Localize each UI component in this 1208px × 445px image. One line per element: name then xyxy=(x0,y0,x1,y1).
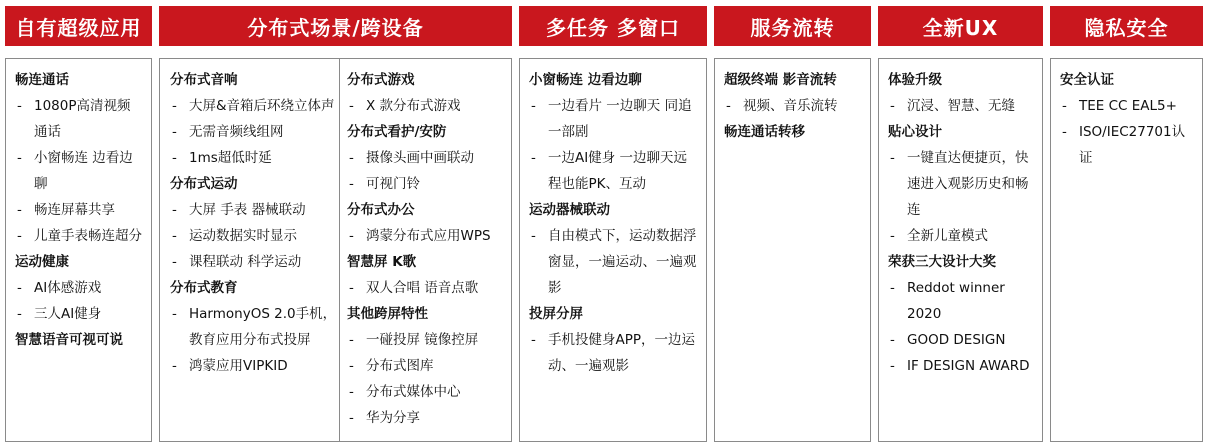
list-item: - 课程联动 科学运动 xyxy=(172,254,302,270)
list-item: - 视频、音乐流转 xyxy=(726,98,838,114)
header-own-super-apps: 自有超级应用 xyxy=(5,6,152,46)
list-item: - 一键直达便捷页，快速进入观影历史和畅连 xyxy=(890,150,1029,218)
section-title: 超级终端 影音流转 xyxy=(724,72,837,88)
section-title: 体验升级 xyxy=(888,72,942,88)
section-title: 贴心设计 xyxy=(888,124,942,140)
list-item: - AI体感游戏 xyxy=(17,280,102,296)
list-item: - 沉浸、智慧、无缝 xyxy=(890,98,1015,114)
list-item: - 全新儿童模式 xyxy=(890,228,988,244)
list-item: - 1080P高清视频通话 xyxy=(17,98,131,140)
list-item: - 大屏&音箱后环绕立体声 xyxy=(172,98,335,114)
section-title: 运动健康 xyxy=(15,254,69,270)
section-title: 分布式办公 xyxy=(347,202,415,218)
list-item: - 运动数据实时显示 xyxy=(172,228,297,244)
list-item: - 双人合唱 语音点歌 xyxy=(349,280,479,296)
list-item: - TEE CC EAL5+ xyxy=(1062,98,1177,114)
section-title: 运动器械联动 xyxy=(529,202,610,218)
list-item: - 摄像头画中画联动 xyxy=(349,150,474,166)
list-item: - 鸿蒙分布式应用WPS xyxy=(349,228,491,244)
list-item: - 华为分享 xyxy=(349,410,420,426)
section-title: 小窗畅连 边看边聊 xyxy=(529,72,642,88)
subcolumn-left xyxy=(170,67,338,379)
list-item: - Reddot winner 2020 xyxy=(890,280,1005,322)
header-distributed-scenarios: 分布式场景/跨设备 xyxy=(159,6,512,46)
list-item: - 可视门铃 xyxy=(349,176,420,192)
list-item: - GOOD DESIGN xyxy=(890,332,1006,348)
header-multitask-multiwindow: 多任务 多窗口 xyxy=(519,6,707,46)
list-item: - 一碰投屏 镜像控屏 xyxy=(349,332,479,348)
list-item: - IF DESIGN AWARD xyxy=(890,358,1030,374)
column-distributed-scenarios xyxy=(159,58,512,442)
list-item: - 自由模式下，运动数据浮窗显，一遍运动、一遍观影 xyxy=(531,228,697,296)
column-privacy-security xyxy=(1050,58,1203,442)
section-title: 分布式看护/安防 xyxy=(347,124,447,140)
section-title: 畅连通话 xyxy=(15,72,69,88)
section-title: 安全认证 xyxy=(1060,72,1114,88)
list-item: - 无需音频线组网 xyxy=(172,124,284,140)
column-multitask-multiwindow xyxy=(519,58,707,442)
list-item: - 一边AI健身 一边聊天远程也能PK、互动 xyxy=(531,150,688,192)
list-item: - 三人AI健身 xyxy=(17,306,102,322)
list-item: - 鸿蒙应用VIPKID xyxy=(172,358,288,374)
subcolumn-divider xyxy=(339,59,340,441)
list-item: - 大屏 手表 器械联动 xyxy=(172,202,306,218)
section-title: 分布式教育 xyxy=(170,280,238,296)
section-title: 其他跨屏特性 xyxy=(347,306,428,322)
column-own-super-apps xyxy=(5,58,152,442)
header-privacy-security: 隐私安全 xyxy=(1050,6,1203,46)
section-title: 畅连通话转移 xyxy=(724,124,805,140)
section-title: 智慧屏 K歌 xyxy=(347,254,417,270)
section-title: 投屏分屏 xyxy=(529,306,583,322)
subcolumn-right xyxy=(347,67,509,431)
list-item: - 一边看片 一边聊天 同追一部剧 xyxy=(531,98,692,140)
list-item: - 畅连屏幕共享 xyxy=(17,202,115,218)
list-item: - ISO/IEC27701认证 xyxy=(1062,124,1186,166)
section-title: 分布式游戏 xyxy=(347,72,415,88)
list-item: - 1ms超低时延 xyxy=(172,150,272,166)
header-new-ux: 全新UX xyxy=(878,6,1043,46)
header-service-flow: 服务流转 xyxy=(714,6,871,46)
section-title: 荣获三大设计大奖 xyxy=(888,254,996,270)
list-item: - 分布式媒体中心 xyxy=(349,384,461,400)
list-item: - 小窗畅连 边看边聊 xyxy=(17,150,133,192)
list-item: - X 款分布式游戏 xyxy=(349,98,461,114)
list-item: - 儿童手表畅连超分 xyxy=(17,228,142,244)
section-title: 智慧语音可视可说 xyxy=(15,332,123,348)
section-title: 分布式运动 xyxy=(170,176,238,192)
column-service-flow xyxy=(714,58,871,442)
section-title: 分布式音响 xyxy=(170,72,238,88)
list-item: - 手机投健身APP，一边运动、一遍观影 xyxy=(531,332,696,374)
column-new-ux xyxy=(878,58,1043,442)
list-item: - 分布式图库 xyxy=(349,358,434,374)
list-item: - HarmonyOS 2.0手机，教育应用分布式投屏 xyxy=(172,306,337,348)
